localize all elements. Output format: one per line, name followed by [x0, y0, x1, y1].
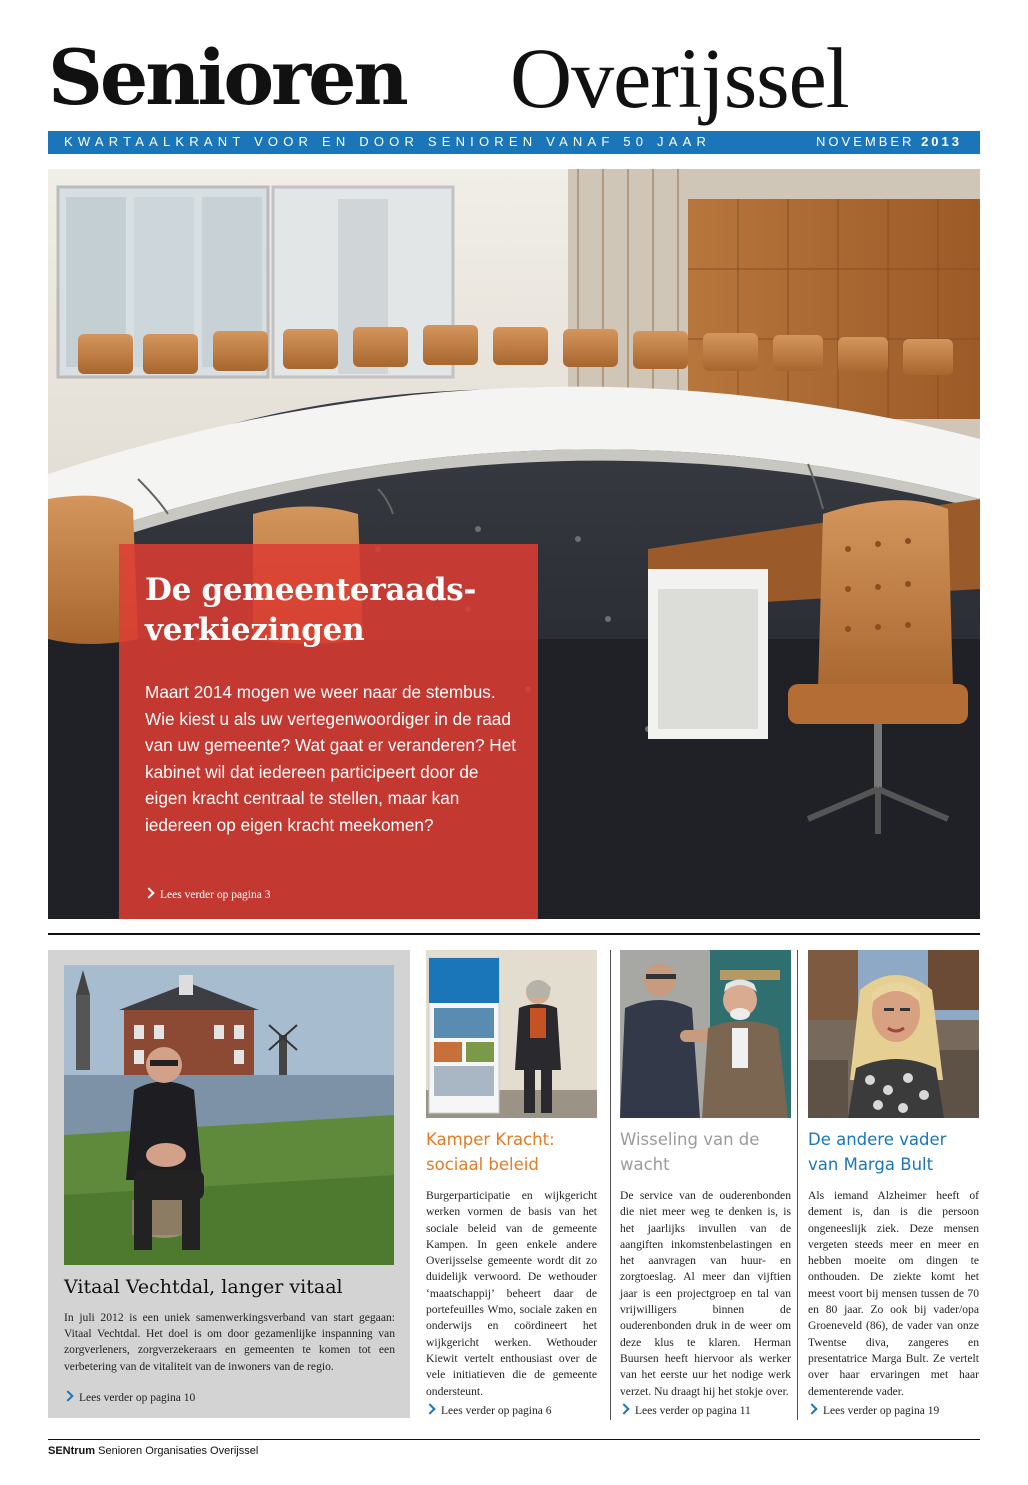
issue-year: 2013 — [921, 134, 962, 149]
article-kamper-kracht — [426, 950, 597, 1420]
feature-read-more-link[interactable] — [64, 1392, 195, 1404]
article-title: Kamper Kracht: sociaal beleid — [426, 1130, 555, 1174]
article-read-more-link[interactable] — [808, 1405, 939, 1417]
article-photo-image — [426, 950, 597, 1118]
article-wisseling — [620, 950, 791, 1420]
masthead — [48, 28, 980, 128]
article-photo-image — [808, 950, 979, 1118]
feature-photo-image — [64, 965, 394, 1265]
article-title: Wisseling van de wacht — [620, 1130, 760, 1174]
chevron-right-icon — [424, 1403, 435, 1414]
masthead-title-light: Overijssel — [510, 30, 849, 126]
article-photo — [426, 950, 597, 1118]
hero-title: De gemeenteraads-verkiezingen — [145, 572, 477, 648]
article-read-more-link[interactable] — [620, 1405, 751, 1417]
column-divider — [797, 950, 798, 1420]
footer-divider — [48, 1439, 980, 1440]
hero-text: Maart 2014 mogen we weer naar de stembus. Wie kiest u als uw vertegenwoordiger in de raad van uw gemeente? Wat gaat er veranderen? Het kabinet wil dat iedereen participeert door de eigen kracht centraal te stellen, maar kan iedereen op eigen kracht meekomen? — [145, 682, 517, 835]
feature-read-more-label: Lees verder op pagina 10 — [79, 1392, 196, 1404]
hero-section — [48, 169, 980, 919]
footer — [48, 1445, 258, 1457]
chevron-right-icon — [618, 1403, 629, 1414]
issue-date — [816, 134, 962, 149]
issue-month: NOVEMBER — [816, 134, 915, 149]
footer-org: Senioren Organisaties Overijssel — [98, 1445, 259, 1457]
article-read-more-label: Lees verder op pagina 19 — [823, 1405, 940, 1417]
chevron-right-icon — [806, 1403, 817, 1414]
article-marga-bult — [808, 950, 979, 1420]
tagline: KWARTAALKRANT VOOR EN DOOR SENIOREN VANAF 50 JAAR — [64, 134, 712, 149]
feature-article — [48, 950, 410, 1418]
hero-callout — [119, 544, 538, 919]
hero-read-more-label: Lees verder op pagina 3 — [160, 889, 271, 901]
tagline-bar — [48, 131, 980, 154]
section-divider — [48, 933, 980, 935]
article-text: De service van de ouderenbonden die niet meer weg te denken is, is het jaarlijks invullen van de aangiften inkomstenbelastingen en het aanvragen van huur- en zorgtoeslag. Al meer dan vijftien jaar is een projectgroep en tal van vrijwilligers binnen de ouderenbonden druk in de weer om deze klus te klaren. Herman Buursen heeft hiervoor als werker van het eerste uur het nodige werk verzet. Nu draagt hij het stokje over. — [620, 1189, 791, 1398]
article-photo — [620, 950, 791, 1118]
article-photo-image — [620, 950, 791, 1118]
footer-brand: SENtrum — [48, 1445, 96, 1457]
article-read-more-link[interactable] — [426, 1405, 551, 1417]
feature-photo — [64, 965, 394, 1265]
article-text: Als iemand Alzheimer heeft of dement is, dan is die persoon ongeneeslijk ziek. Deze mensen vergeten steeds meer en meer en hebben moeite om dingen te onthouden. De ziekte komt het meest voort bij mensen tussen de 70 en 80 jaar. Zo ook bij vader/opa Groeneveld (86), de vader van onze Twentse diva, zangeres en presentatrice Marga Bult. Ze vertelt over haar ervaringen met haar dementerende vader. — [808, 1189, 979, 1398]
column-divider — [610, 950, 611, 1420]
hero-read-more-link[interactable] — [145, 889, 270, 901]
chevron-right-icon — [62, 1390, 73, 1401]
article-read-more-label: Lees verder op pagina 11 — [635, 1405, 751, 1417]
article-read-more-label: Lees verder op pagina 6 — [441, 1405, 552, 1417]
article-text: Burgerparticipatie en wijkgericht werken vormen de basis van het sociale beleid van de gemeente Kampen. In geen enkele andere Overijsselse gemeente wordt dit zo duidelijk verwoord. De wethouder ‘maatschappij’ beheert daar de portefeuilles Wmo, sociale zaken en onderwijs en coördineert het wijkgericht werken. Wethouder Kiewit vertelt enthousiast over de vele initiatieven die de gemeente ondersteunt. — [426, 1189, 597, 1398]
article-photo — [808, 950, 979, 1118]
chevron-right-icon — [143, 887, 154, 898]
article-title: De andere vader van Marga Bult — [808, 1130, 947, 1174]
masthead-title-bold: Senioren — [48, 33, 406, 122]
feature-title: Vitaal Vechtdal, langer vitaal — [64, 1276, 343, 1298]
feature-text: In juli 2012 is een uniek samenwerkingsverband van start gegaan: Vitaal Vechtdal. Het doel is om door gezamenlijke inspanning van zorgverleners, zorgverzekeraars en gemeenten te komen tot een verbetering van de vitaliteit van de inwoners van de regio. — [64, 1311, 395, 1373]
